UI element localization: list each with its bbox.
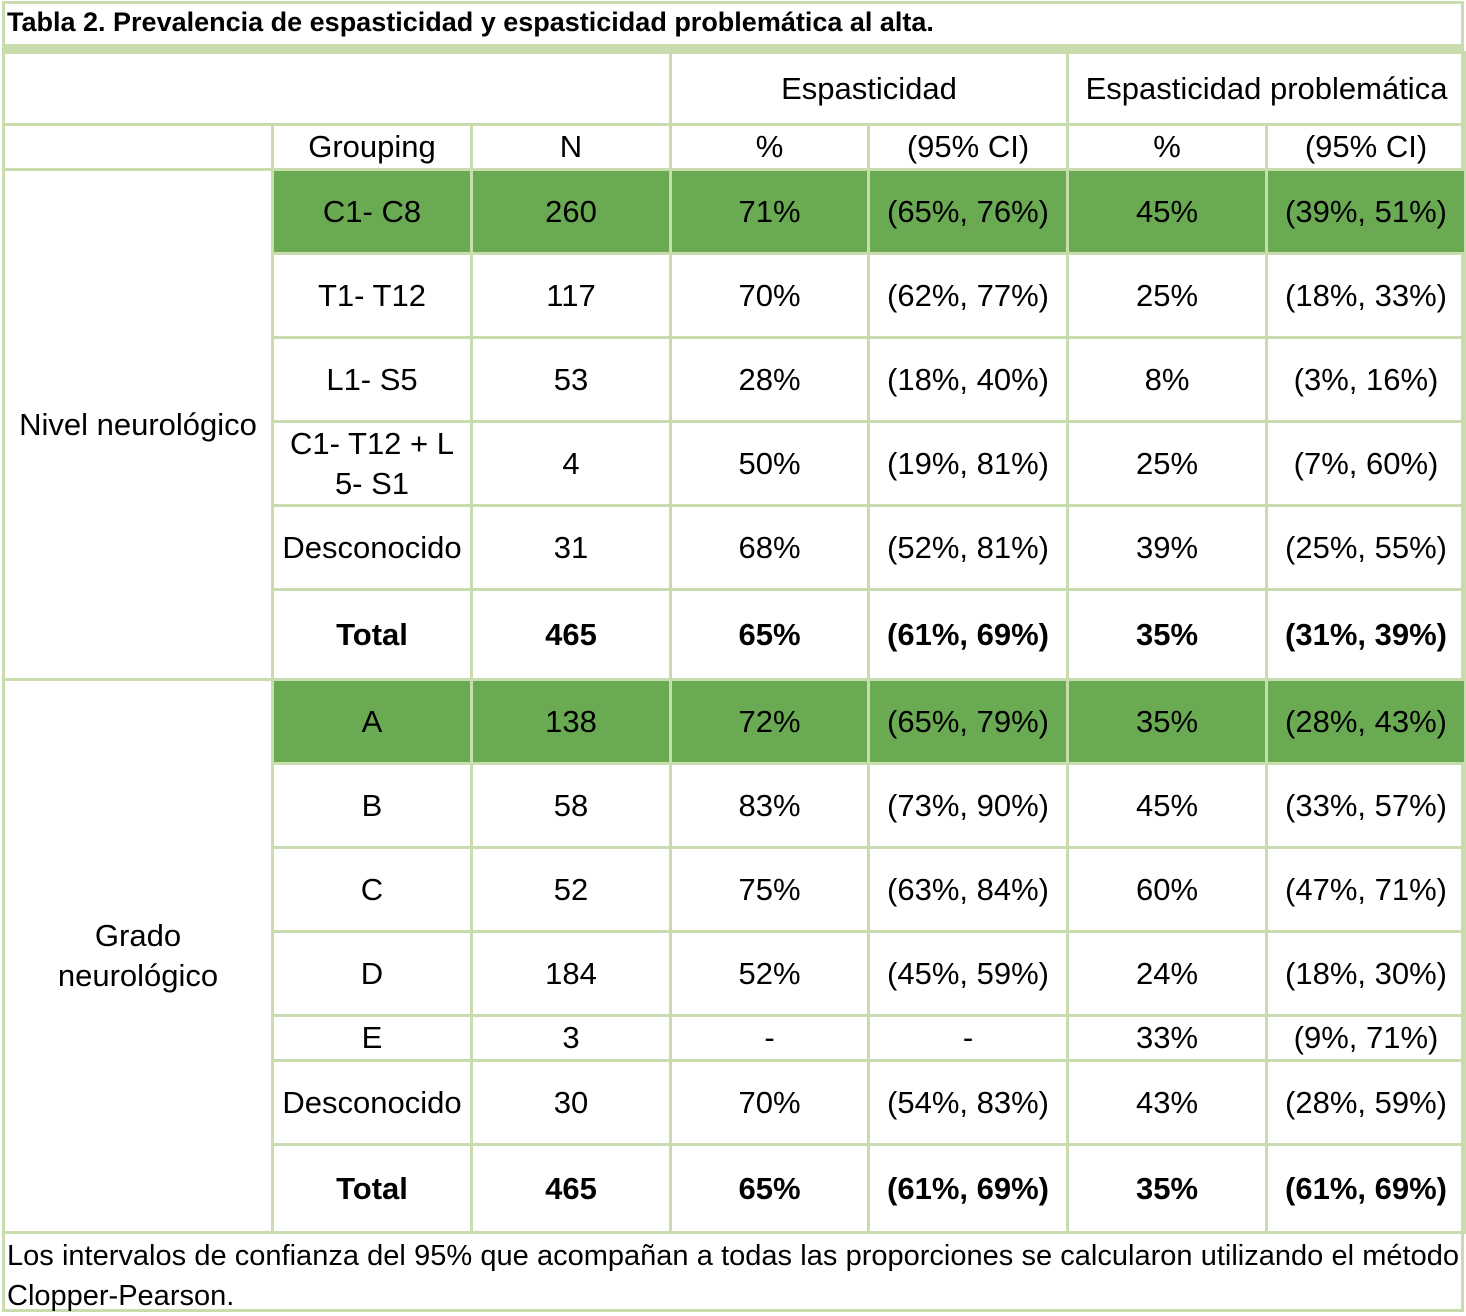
pct-problematica-cell: 8% [1068, 338, 1267, 422]
table-row [4, 170, 1466, 254]
n-cell: 30 [472, 1061, 671, 1145]
pct-problematica-cell: 35% [1068, 680, 1267, 764]
pct-problematica-cell: 25% [1068, 422, 1267, 506]
ci-espasticidad-cell: (18%, 40%) [869, 338, 1068, 422]
footnote: Los intervalos de confianza del 95% que acompañan a todas las proporciones se calcularon utilizando el método Clopper-Pearson. [7, 1240, 1459, 1312]
group-cell: A [273, 680, 472, 764]
pct-espasticidad-cell: 71% [671, 170, 869, 254]
ci-problematica-cell: (31%, 39%) [1267, 590, 1466, 680]
ci-espasticidad-cell: (65%, 76%) [869, 170, 1068, 254]
group-cell: C1- T12 + L5- S1 [273, 422, 472, 506]
section-label-text: Nivel neurológico [19, 406, 257, 442]
header-ci-problematica: (95% CI) [1267, 125, 1466, 170]
table-title: Tabla 2. Prevalencia de espasticidad y espasticidad problemática al alta. [7, 7, 934, 37]
ci-problematica-cell: (3%, 16%) [1267, 338, 1466, 422]
section-label [4, 680, 273, 1233]
ci-problematica-cell: (18%, 33%) [1267, 254, 1466, 338]
n-cell: 3 [472, 1016, 671, 1061]
group-cell: B [273, 764, 472, 848]
title-divider [2, 44, 1464, 51]
n-cell: 31 [472, 506, 671, 590]
header-row-sub [4, 125, 1466, 170]
pct-espasticidad-cell: 28% [671, 338, 869, 422]
pct-espasticidad-cell: 65% [671, 590, 869, 680]
pct-espasticidad-cell: 68% [671, 506, 869, 590]
header-row-top [4, 53, 1466, 125]
group-cell: T1- T12 [273, 254, 472, 338]
section-label [4, 170, 273, 680]
group-cell: C1- C8 [273, 170, 472, 254]
section-label-text: Grado neurológico [57, 918, 219, 993]
ci-problematica-cell: (61%, 69%) [1267, 1145, 1466, 1233]
pct-espasticidad-cell: 70% [671, 1061, 869, 1145]
ci-problematica-cell: (28%, 59%) [1267, 1061, 1466, 1145]
ci-problematica-cell: (9%, 71%) [1267, 1016, 1466, 1061]
prevalence-table [2, 51, 1466, 1234]
ci-espasticidad-cell: (63%, 84%) [869, 848, 1068, 932]
pct-espasticidad-cell: 83% [671, 764, 869, 848]
ci-problematica-cell: (25%, 55%) [1267, 506, 1466, 590]
ci-problematica-cell: (7%, 60%) [1267, 422, 1466, 506]
pct-espasticidad-cell: 65% [671, 1145, 869, 1233]
ci-espasticidad-cell: (45%, 59%) [869, 932, 1068, 1016]
group-cell: C [273, 848, 472, 932]
pct-espasticidad-cell: 70% [671, 254, 869, 338]
pct-espasticidad-cell: 52% [671, 932, 869, 1016]
group-cell: Desconocido [273, 1061, 472, 1145]
ci-espasticidad-cell: (61%, 69%) [869, 590, 1068, 680]
pct-problematica-cell: 39% [1068, 506, 1267, 590]
n-cell: 260 [472, 170, 671, 254]
n-cell: 58 [472, 764, 671, 848]
n-cell: 52 [472, 848, 671, 932]
header-n: N [472, 125, 671, 170]
pct-problematica-cell: 35% [1068, 1145, 1267, 1233]
n-cell: 117 [472, 254, 671, 338]
header-ci-espasticidad: (95% CI) [869, 125, 1068, 170]
pct-espasticidad-cell: 72% [671, 680, 869, 764]
header-blank-cell [4, 125, 273, 170]
n-cell: 4 [472, 422, 671, 506]
table-row [4, 680, 1466, 764]
pct-espasticidad-cell: 50% [671, 422, 869, 506]
pct-problematica-cell: 60% [1068, 848, 1267, 932]
n-cell: 138 [472, 680, 671, 764]
group-cell: D [273, 932, 472, 1016]
header-pct-espasticidad: % [671, 125, 869, 170]
pct-problematica-cell: 45% [1068, 764, 1267, 848]
pct-problematica-cell: 43% [1068, 1061, 1267, 1145]
ci-espasticidad-cell: (61%, 69%) [869, 1145, 1068, 1233]
pct-problematica-cell: 35% [1068, 590, 1267, 680]
header-espasticidad-problematica: Espasticidad problemática [1068, 53, 1466, 125]
ci-problematica-cell: (18%, 30%) [1267, 932, 1466, 1016]
group-cell: Total [273, 590, 472, 680]
group-cell: L1- S5 [273, 338, 472, 422]
ci-problematica-cell: (33%, 57%) [1267, 764, 1466, 848]
header-espasticidad: Espasticidad [671, 53, 1068, 125]
ci-problematica-cell: (47%, 71%) [1267, 848, 1466, 932]
n-cell: 53 [472, 338, 671, 422]
group-cell: Total [273, 1145, 472, 1233]
ci-espasticidad-cell: (65%, 79%) [869, 680, 1068, 764]
header-grouping: Grouping [273, 125, 472, 170]
ci-espasticidad-cell: (52%, 81%) [869, 506, 1068, 590]
ci-problematica-cell: (39%, 51%) [1267, 170, 1466, 254]
n-cell: 465 [472, 590, 671, 680]
pct-espasticidad-cell: - [671, 1016, 869, 1061]
n-cell: 465 [472, 1145, 671, 1233]
pct-problematica-cell: 24% [1068, 932, 1267, 1016]
group-cell: Desconocido [273, 506, 472, 590]
pct-espasticidad-cell: 75% [671, 848, 869, 932]
ci-problematica-cell: (28%, 43%) [1267, 680, 1466, 764]
ci-espasticidad-cell: (54%, 83%) [869, 1061, 1068, 1145]
pct-problematica-cell: 25% [1068, 254, 1267, 338]
header-pct-problematica: % [1068, 125, 1267, 170]
pct-problematica-cell: 33% [1068, 1016, 1267, 1061]
pct-problematica-cell: 45% [1068, 170, 1267, 254]
group-cell: E [273, 1016, 472, 1061]
header-empty-cell [4, 53, 671, 125]
ci-espasticidad-cell: (73%, 90%) [869, 764, 1068, 848]
ci-espasticidad-cell: (62%, 77%) [869, 254, 1068, 338]
n-cell: 184 [472, 932, 671, 1016]
ci-espasticidad-cell: (19%, 81%) [869, 422, 1068, 506]
ci-espasticidad-cell: - [869, 1016, 1068, 1061]
